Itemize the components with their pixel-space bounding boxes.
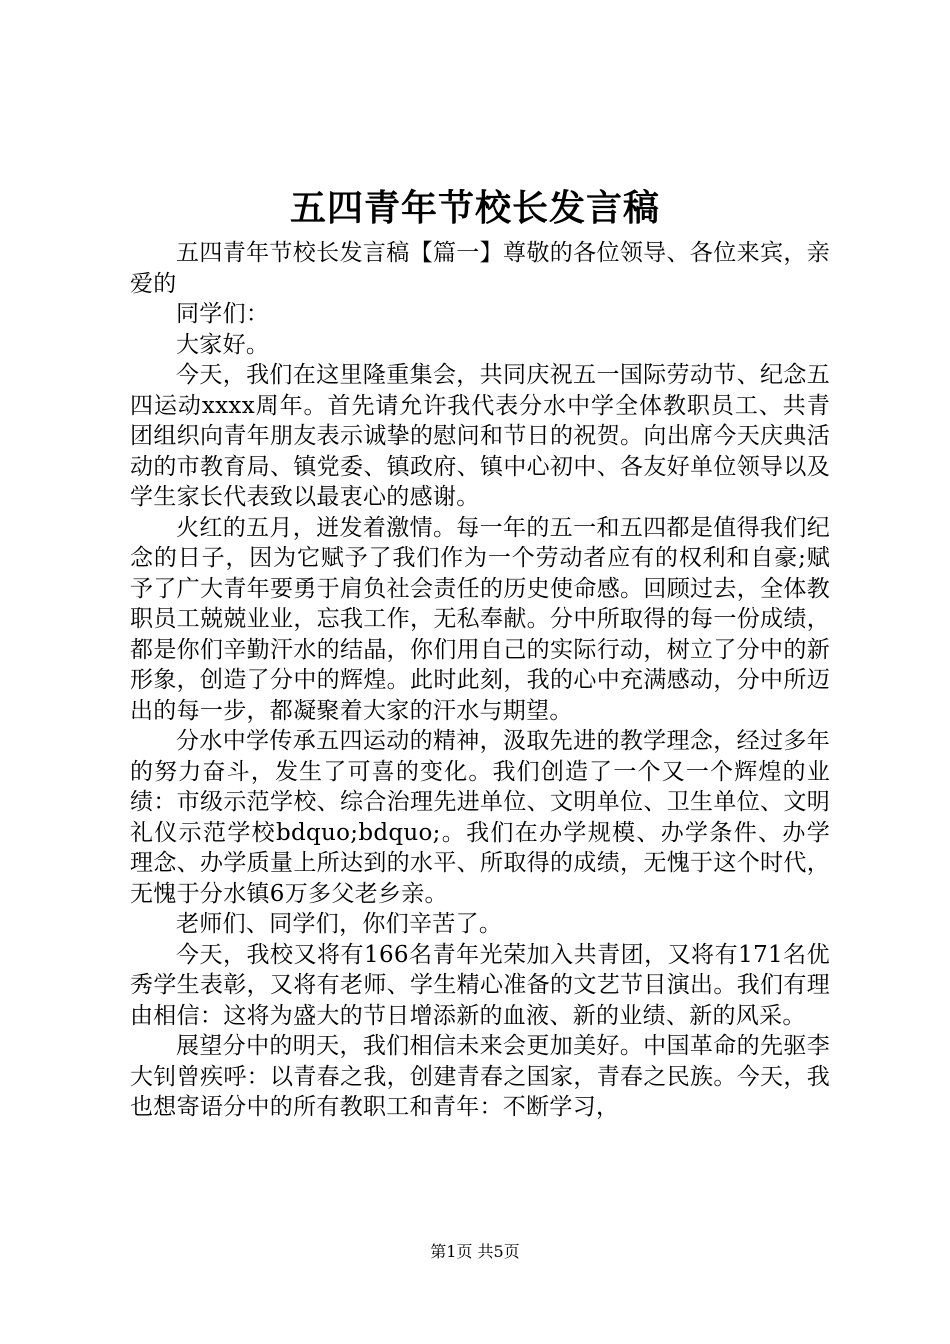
paragraph-3: 大家好。 xyxy=(176,331,270,358)
paragraph-5: 火红的五月，迸发着激情。每一年的五一和五四都是值得我们纪念的日子，因为它赋予了我们作为一个劳动者应有的权利和自豪;赋予了广大青年要勇于肩负社会责任的历史使命感。回顾过去，全体教职员工兢兢业业，忘我工作，无私奉献。分中所取得的每一份成绩，都是你们辛勤汗水的结晶，你们用自己的实际行动，树立了分中的新形象，创造了分中的辉煌。此时此刻，我的心中充满感动，分中所迈出的每一步，都凝聚着大家的汗水与期望。 xyxy=(130,514,830,724)
page-footer: 第1页 共5页 xyxy=(430,1242,520,1261)
paragraph-2: 同学们： xyxy=(176,301,270,327)
paragraph-6: 分水中学传承五四运动的精神，汲取先进的教学理念，经过多年的努力奋斗，发生了可喜的变化。我们创造了一个又一个辉煌的业绩：市级示范学校、综合治理先进单位、文明单位、卫生单位、文明礼仪示范学校bdquo;bdquo;。我们在办学规模、办学条件、办学理念、办学质量上所达到的水平、所取得的成绩，无愧于这个时代，无愧于分水镇6万多父老乡亲。 xyxy=(130,728,830,907)
paragraph-8: 今天，我校又将有166名青年光荣加入共青团，又将有171名优秀学生表彰，又将有老师、学生精心准备的文艺节目演出。我们有理由相信：这将为盛大的节日增添新的血液、新的业绩、新的风采。 xyxy=(130,941,830,1029)
paragraph-9: 展望分中的明天，我们相信未来会更加美好。中国革命的先驱李大钊曾疾呼：以青春之我，创建青春之国家，青春之民族。今天，我也想寄语分中的所有教职工和青年：不断学习， xyxy=(130,1033,830,1120)
paragraph-7: 老师们、同学们，你们辛苦了。 xyxy=(176,911,503,937)
paragraph-4: 今天，我们在这里隆重集会，共同庆祝五一国际劳动节、纪念五四运动xxxx周年。首先请允许我代表分水中学全体教职员工、共青团组织向青年朋友表示诚挚的慰问和节日的祝贺。向出席今天庆典活动的市教育局、镇党委、镇政府、镇中心初中、各友好单位领导以及学生家长代表致以最衷心的感谢。 xyxy=(130,362,830,510)
document-title: 五四青年节校长发言稿 xyxy=(289,187,660,229)
document-body xyxy=(130,238,830,1123)
paragraph-1: 五四青年节校长发言稿【篇一】尊敬的各位领导、各位来宾，亲爱的 xyxy=(130,240,830,297)
